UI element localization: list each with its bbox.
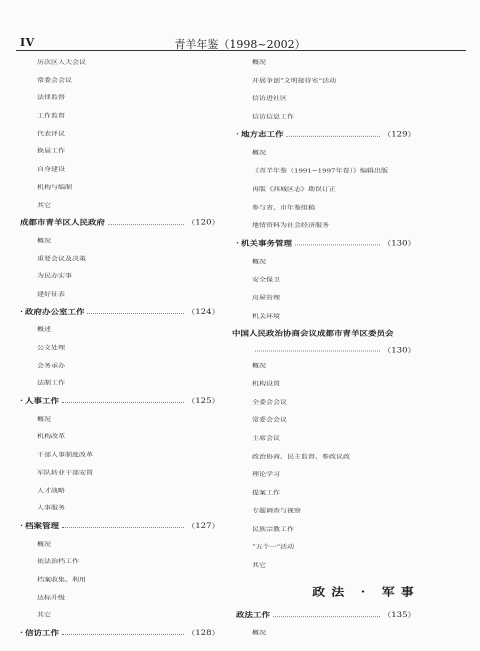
toc-subentry: 重要会议及决策 [37,255,86,262]
toc-subentry: 参与省、市年鉴组稿 [252,203,315,211]
toc-subentry: 开展争创“文明接待室”活动 [252,77,337,84]
toc-subentry: 机构改革 [37,433,65,441]
bullet-dot-icon: · [20,628,23,638]
toc-subentry: 干部人事制度改革 [37,451,93,458]
toc-section-entry [20,215,220,233]
toc-subentry: 依法治档工作 [37,558,79,566]
toc-section-title: 档案管理 [24,521,59,531]
toc-subentry: 人才战略 [37,487,65,494]
toc-section-title: 成都市青羊区人民政府 [20,218,106,227]
toc-subentry: 换届工作 [37,148,65,155]
toc-subentry: 自身建设 [37,165,65,173]
toc-subentry: 概况 [252,258,266,266]
toc-page-ref: （124） [186,307,220,317]
toc-subentry: “五个一”活动 [252,543,295,551]
toc-page-ref: （120） [186,218,220,227]
running-header-title: 青羊年鉴（1998~2002） [174,38,306,51]
toc-left-column [20,54,220,643]
toc-subentry: 其它 [37,201,51,209]
toc-section-entry [20,518,220,536]
toc-page-ref: （135） [382,610,416,620]
toc-section-title: 政法工作 [236,610,271,620]
toc-subentry: 常委会会议 [252,416,287,424]
dot-leader [87,313,183,314]
dot-leader [62,527,184,528]
toc-subentry: 专题调查与视察 [252,507,301,515]
toc-subentry: 信访信息工作 [252,113,294,121]
toc-section-entry [20,393,220,411]
page-number: IV [20,36,35,49]
toc-subentry: 其它 [252,561,266,569]
dot-leader [62,402,184,403]
toc-subentry: 建好征表 [37,290,65,298]
toc-subentry: 房屋管理 [252,294,280,302]
toc-subentry: 代表评议 [37,130,65,137]
dot-leader [108,224,184,225]
toc-subentry: 法律监督 [37,94,65,102]
toc-page-ref: （128） [186,628,220,638]
bullet-dot-icon: · [236,130,239,140]
dot-leader [286,136,379,137]
toc-subentry: 概况 [37,237,51,244]
dot-leader [295,245,380,246]
toc-subentry: 公文处理 [37,344,65,351]
toc-subentry: 常委会会议 [37,76,72,84]
toc-subentry: 信访进社区 [252,95,287,102]
toc-page-ref: （129） [382,130,416,140]
toc-subentry: 《青羊年鉴（1991~1997年卷）》编辑出版 [252,167,388,175]
toc-subentry: 机关环境 [252,312,280,320]
toc-page-ref: （127） [186,521,220,531]
toc-subentry: 工作监督 [37,112,65,120]
dot-leader [273,616,380,617]
toc-page-ref: （125） [186,397,220,406]
toc-section-title: 机关事务管理 [240,239,292,248]
toc-subentry: 法制工作 [37,380,65,387]
toc-subentry: 概况 [252,59,266,66]
toc-subentry: 主席会议 [252,435,280,442]
toc-section-entry [236,343,416,358]
toc-section-entry [20,625,220,643]
toc-subentry: 提案工作 [252,489,280,497]
toc-subentry: 为民办实事 [37,273,72,280]
bullet-dot-icon: · [20,397,23,406]
toc-subentry: 安全保卫 [252,276,280,284]
toc-section-entry [236,607,416,625]
bullet-dot-icon: · [236,239,239,248]
category-heading: 政法 · 军事 [312,585,420,599]
dot-leader [62,634,184,635]
toc-subentry: 全委会会议 [252,398,287,406]
toc-subentry: 机构设置 [252,380,280,388]
toc-subentry: 军队转业干部安置 [37,469,93,476]
toc-subentry: 达标升级 [37,594,65,601]
toc-section-entry [236,126,416,144]
dot-leader [255,350,380,351]
bullet-dot-icon: · [20,521,23,531]
toc-subentry: 政治协商、民主监督、参政议政 [252,453,350,460]
header-rule [16,50,466,51]
toc-section-entry [20,304,220,322]
toc-section-title: 信访工作 [24,628,59,638]
toc-subentry: 其它 [37,611,51,619]
toc-subentry: 档案收集、利用 [37,576,86,583]
toc-subentry: 再版《西城区志》勘误订正 [252,185,336,193]
toc-page-ref: （130） [382,239,416,248]
toc-subentry: 地情资料为社会经济服务 [252,222,329,229]
toc-subentry: 概况 [252,629,266,637]
toc-section-title: 地方志工作 [240,130,284,140]
bullet-dot-icon: · [20,307,23,317]
toc-subentry: 会务承办 [37,362,65,369]
toc-right-column [232,54,420,643]
toc-subentry: 机构与编制 [37,183,72,191]
toc-subentry: 概况 [37,415,51,423]
toc-section-entry [236,235,416,253]
toc-subentry: 历次区人大会议 [37,58,86,66]
toc-subentry: 概况 [252,149,266,157]
toc-subentry: 理论学习 [252,471,280,478]
toc-subentry: 概况 [252,362,266,370]
toc-section-title-wide: 中国人民政治协商会议成都市青羊区委员会 [232,329,394,339]
toc-page-ref: （130） [382,346,416,356]
toc-section-title: 政府办公室工作 [24,307,85,317]
toc-subentry: 人事服务 [37,504,65,512]
toc-subentry: 民族宗教工作 [252,525,294,533]
toc-section-title: 人事工作 [24,397,59,406]
toc-subentry: 概况 [37,540,51,548]
toc-subentry: 概述 [37,326,51,334]
